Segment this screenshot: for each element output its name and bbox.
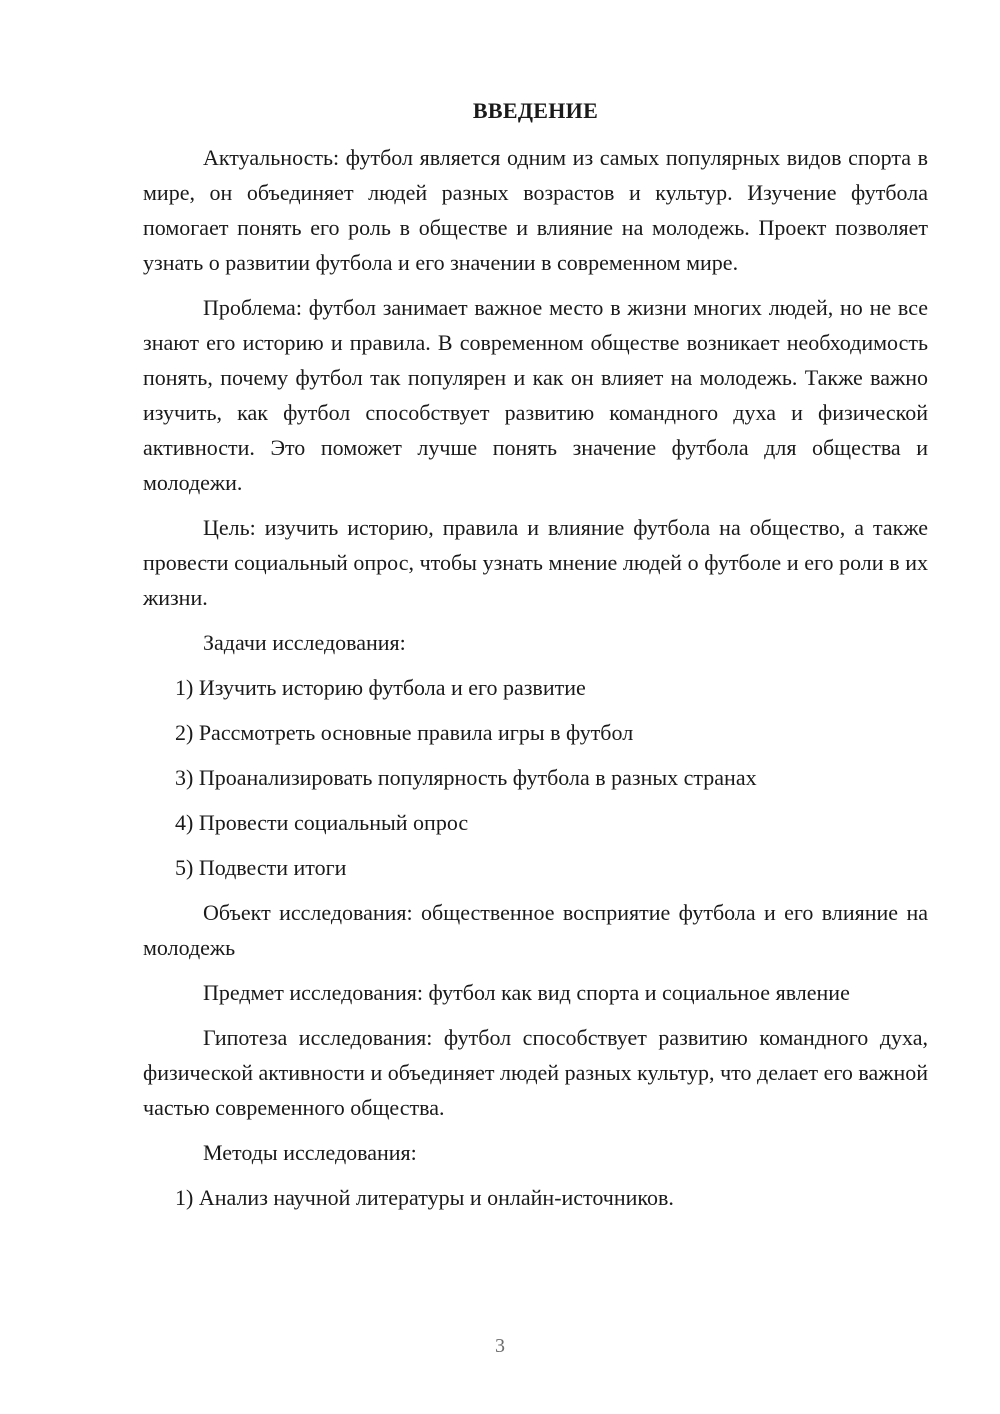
goal-paragraph: Цель: изучить историю, правила и влияние футбола на общество, а также провести социальный опрос, чтобы узнать мнение людей о футболе и его роли в их жизни.	[143, 515, 928, 610]
list-item: 1) Анализ научной литературы и онлайн-источников.	[175, 1185, 674, 1210]
tasks-heading: Задачи исследования:	[203, 630, 406, 655]
object-paragraph: Объект исследования: общественное восприятие футбола и его влияние на молодежь	[143, 900, 928, 960]
list-item: 1) Изучить историю футбола и его развитие	[175, 675, 586, 700]
document-page	[143, 93, 928, 1225]
list-item: 3) Проанализировать популярность футбола в разных странах	[175, 765, 757, 790]
list-item: 2) Рассмотреть основные правила игры в футбол	[175, 720, 634, 745]
subject-paragraph: Предмет исследования: футбол как вид спорта и социальное явление	[203, 980, 850, 1005]
tasks-list	[143, 670, 928, 885]
list-item: 4) Провести социальный опрос	[175, 810, 469, 835]
hypothesis-paragraph: Гипотеза исследования: футбол способствует развитию командного духа, физической активности и объединяет людей разных культур, что делает его важной частью современного общества.	[143, 1025, 928, 1120]
relevance-paragraph: Актуальность: футбол является одним из самых популярных видов спорта в мире, он объединяет людей разных возрастов и культур. Изучение футбола помогает понять его роль в обществе и влияние на молодежь. Проект позволяет узнать о развитии футбола и его значении в современном мире.	[143, 145, 928, 275]
page-number: 3	[495, 1335, 505, 1357]
section-title: ВВЕДЕНИЕ	[472, 98, 599, 123]
problem-paragraph: Проблема: футбол занимает важное место в жизни многих людей, но не все знают его историю и правила. В современном обществе возникает необходимость понять, почему футбол так популярен и как он влияет на молодежь. Также важно изучить, как футбол способствует развитию командного духа и физической активности. Это поможет лучше понять значение футбола для общества и молодежи.	[143, 295, 928, 495]
methods-heading: Методы исследования:	[203, 1140, 417, 1165]
list-item: 5) Подвести итоги	[175, 855, 347, 880]
methods-list	[143, 1180, 928, 1215]
